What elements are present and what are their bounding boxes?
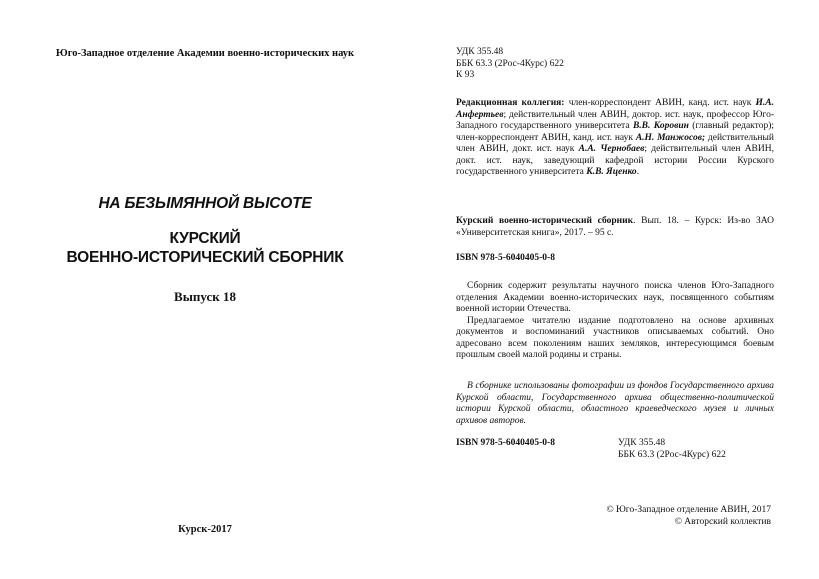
- classification-codes-bottom: [618, 438, 726, 461]
- collection-title-line2: ВОЕННО-ИСТОРИЧЕСКИЙ СБОРНИК: [66, 249, 344, 266]
- editorial-board: [456, 98, 774, 179]
- bbk-code-bottom: ББК 63.3 (2Рос-4Курс) 622: [618, 449, 726, 460]
- board-heading: Редакционная коллегия:: [456, 98, 565, 108]
- copyright: [606, 505, 771, 528]
- abstract-paragraph: Сборник содержит результаты научного поиска членов Юго-Западного отделения Академии военно-исторических наук, посвященного событиям военной истории Отечества.: [456, 281, 774, 314]
- board-member: И.А. Анфертьев: [456, 98, 774, 120]
- udk-code: УДК 355.48: [456, 47, 504, 57]
- city-year: Курск-2017: [178, 524, 232, 535]
- bibliographic-reference: [456, 216, 774, 239]
- board-text: .: [636, 167, 640, 177]
- udk-code-bottom: УДК 355.48: [618, 438, 666, 448]
- board-text: ; действительный член АВИН, доктор. ист. наук, профессор Юго-Западного государственного университета: [456, 109, 774, 131]
- board-text: (главный редактор); член-корреспондент АВИН, канд. ист. наук: [456, 121, 774, 143]
- classification-codes: [456, 47, 564, 82]
- collection-title-line1: КУРСКИЙ: [169, 230, 241, 247]
- organization-name: Юго-Западное отделение Академии военно-исторических наук: [55, 48, 355, 59]
- book-title: НА БЕЗЫМЯННОЙ ВЫСОТЕ: [98, 195, 312, 212]
- board-text: ; действительный член АВИН, докт. ист. наук, заведующий кафедрой истории России Курского государственного университета: [456, 144, 774, 177]
- issue-number: Выпуск 18: [174, 289, 236, 304]
- reference-title: Курский военно-исторический сборник: [456, 216, 634, 226]
- abstract-paragraph: Предлагаемое читателю издание подготовлено на основе архивных документов и воспоминаний участников описываемых событий. Оно адресовано всем поколениям наших земляков, интересующимся боевым прошлым своей малой родины и страны.: [456, 315, 774, 360]
- board-text: действительный член АВИН, докт. ист. наук: [456, 132, 774, 154]
- copyright-line: © Авторский коллектив: [674, 516, 771, 527]
- board-member: В.В. Коровин: [632, 121, 689, 131]
- collection-title: [0, 229, 410, 267]
- author-mark: К 93: [456, 70, 475, 80]
- board-member: А.Н. Манжосов;: [635, 132, 706, 143]
- board-member: А.А. Чернобаев: [578, 144, 645, 154]
- board-member: К.В. Яценко: [586, 167, 637, 177]
- photo-credits: [456, 381, 774, 427]
- isbn: ISBN 978-5-6040405-0-8: [456, 253, 555, 263]
- abstract: [456, 281, 774, 362]
- board-text: член-корреспондент АВИН, канд. ист. наук: [564, 98, 756, 108]
- photo-credits-text: В сборнике использованы фотографии из фондов Государственного архива Курской области, Государственного архива общественно-политической истории Курской области, областного краеведческого музея и личных архивов авторов.: [456, 381, 774, 426]
- bbk-code: ББК 63.3 (2Рос-4Курс) 622: [456, 58, 564, 69]
- copyright-line: © Юго-Западное отделение АВИН, 2017: [606, 505, 771, 515]
- isbn-bottom: ISBN 978-5-6040405-0-8: [456, 438, 555, 448]
- right-page: [410, 0, 819, 579]
- reference-details: . Вып. 18. – Курск: Из-во ЗАО «Университетская книга», 2017. – 95 с.: [456, 216, 774, 238]
